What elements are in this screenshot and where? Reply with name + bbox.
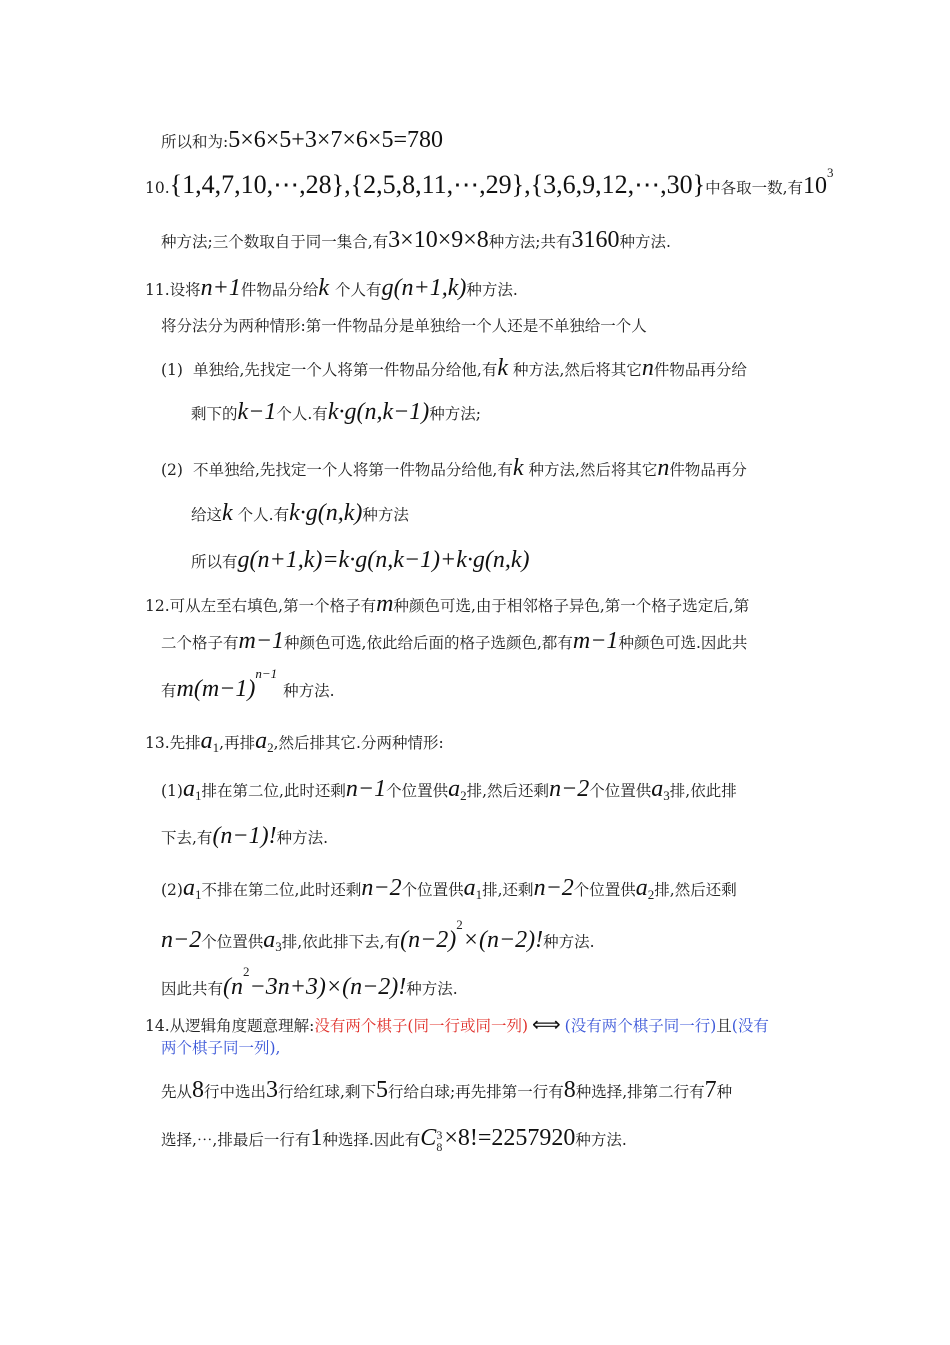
text: 个人有 [335, 281, 382, 299]
line-p12-2 [161, 629, 747, 653]
exponent: n−1 [255, 665, 278, 681]
text: 种方法; [429, 405, 482, 423]
math: m [376, 591, 394, 617]
line-p13-case2 [161, 876, 737, 901]
text: 下去,有 [161, 829, 213, 847]
math: −3n+3)×(n−2)! [249, 974, 407, 1000]
line-p13-case1 [161, 777, 737, 802]
text: 种方法. [283, 682, 335, 700]
subscript: 3 [275, 939, 282, 955]
math: n−2 [549, 776, 590, 802]
math: a [463, 875, 476, 901]
text: 种方法 [362, 506, 409, 524]
iff-symbol: ⟺ [532, 1014, 561, 1036]
text: 种选择.因此有 [322, 1131, 421, 1149]
math: (n−2) [400, 927, 457, 953]
line-p10-methods [161, 228, 671, 252]
exponent: 2 [456, 916, 463, 932]
recurrence-formula: g(n+1,k)=k·g(n,k−1)+k·g(n,k) [237, 547, 530, 573]
text: 种方法;三个数取自于同一集合,有 [161, 233, 389, 251]
combination-indices [436, 1129, 442, 1153]
math: n−2 [161, 927, 202, 953]
math: g(n+1,k) [381, 275, 467, 301]
line-p14-4 [161, 1126, 627, 1153]
text: 从逻辑角度题意理解: [169, 1017, 315, 1035]
math: k·g(n,k) [289, 500, 363, 526]
math: n−2 [533, 875, 574, 901]
text: 因此共有 [161, 980, 224, 998]
line-p13-conclusion [161, 963, 458, 1000]
text: 件物品再分 [669, 461, 747, 479]
subscript: 1 [194, 887, 202, 903]
math: 7 [704, 1077, 717, 1103]
highlight-blue: (没有两个棋子同一行) [564, 1017, 717, 1035]
line-p12-3 [161, 665, 335, 702]
subscript: 1 [212, 740, 220, 756]
line-p11-setup [145, 276, 518, 300]
text: 种选择,排第二行有 [575, 1083, 705, 1101]
math: k [318, 275, 330, 301]
math: a [200, 728, 213, 754]
text: 排,还剩 [482, 881, 534, 899]
text: 个位置供 [201, 933, 264, 951]
line-p12-1 [145, 592, 749, 616]
text: 种方法;共有 [488, 233, 572, 251]
math: a [182, 776, 195, 802]
power-exponent: 3 [827, 164, 834, 180]
text: 种 [716, 1083, 733, 1101]
text: 二个格子有 [161, 634, 239, 652]
text: 先排 [169, 734, 201, 752]
math: k [497, 355, 508, 381]
text: 行给白球;再先排第一行有 [387, 1083, 564, 1101]
line-p11-conclusion [191, 548, 530, 572]
text: 排,然后还剩 [466, 782, 550, 800]
subscript: 1 [194, 788, 202, 804]
paragraph-p14-logic [145, 1014, 810, 1059]
text: 种颜色可选.因此共 [618, 634, 748, 652]
math: a [651, 776, 664, 802]
text: 行中选出 [204, 1083, 267, 1101]
text: 先从 [161, 1083, 193, 1101]
text: 排,依此排 [669, 782, 737, 800]
math: a [255, 728, 268, 754]
text: 且 [716, 1017, 732, 1035]
text: 剩下的 [191, 405, 238, 423]
exponent: 2 [243, 963, 250, 979]
math: (n−1)! [212, 823, 277, 849]
text: 将分法分为两种情形:第一件物品分是单独给一个人还是不单独给一个人 [161, 317, 647, 335]
text: 件物品分给 [240, 281, 319, 299]
math: n [641, 355, 654, 381]
math: n+1 [200, 275, 241, 301]
count-expression: 3×10×9×8 [388, 227, 489, 253]
subscript: 1 [475, 887, 483, 903]
line-p11-case2 [161, 456, 747, 480]
text: 个位置供 [589, 782, 652, 800]
text: 种方法. [575, 1131, 627, 1149]
text: 所以有 [191, 553, 238, 571]
subscript: 2 [267, 740, 274, 756]
line-p10-sets [145, 164, 834, 199]
math: 3 [266, 1077, 279, 1103]
combination-sup: 3 [436, 1128, 443, 1142]
text: 种方法. [276, 829, 329, 847]
math: m−1 [238, 628, 285, 654]
text: 可从左至右填色,第一个格子有 [169, 597, 377, 615]
line-p13-1 [145, 729, 444, 754]
sets-expression: {1,4,7,10,⋯,28},{2,5,8,11,⋯,29},{3,6,9,12,⋯,30} [169, 170, 706, 199]
math: n [657, 455, 670, 481]
total-count: 3160 [571, 227, 620, 253]
text: 个人.有 [276, 405, 328, 423]
text: 种方法. [619, 233, 671, 251]
line-p9-sum [161, 128, 443, 152]
text: 个人.有 [237, 506, 290, 524]
text: 种颜色可选,依此给后面的格子选颜色,都有 [284, 634, 573, 652]
text: 选择,⋯,排最后一行有 [161, 1131, 311, 1149]
text: 不排在第二位,此时还剩 [201, 881, 362, 899]
math: n−1 [345, 776, 387, 802]
math: k [222, 500, 233, 526]
math: 1 [310, 1125, 323, 1151]
math: ×(n−2)! [462, 927, 544, 953]
line-p13-case1-cont [161, 824, 328, 848]
line-p14-3 [161, 1078, 732, 1102]
subscript: 2 [647, 887, 655, 903]
math: k [512, 455, 524, 481]
highlight-blue: 两个棋子同一列), [161, 1039, 281, 1057]
math: 5 [375, 1077, 388, 1103]
text: 行给红球,剩下 [278, 1083, 376, 1101]
highlight-blue: (没有 [731, 1017, 769, 1035]
math: 8 [192, 1077, 205, 1103]
highlight-red: 没有两个棋子(同一行或同一列) [314, 1017, 528, 1035]
math: m(m−1) [176, 676, 256, 702]
text: 个位置供 [573, 881, 636, 899]
math: ×8!=2257920 [444, 1125, 576, 1151]
sum-expression: 5×6×5+3×7×6×5=780 [228, 127, 443, 153]
line-p11-case2-cont [191, 501, 409, 525]
text: 种方法. [543, 933, 595, 951]
text: 种方法. [406, 980, 458, 998]
line-p11-case1-cont [191, 400, 481, 424]
sum-label: 所以和为: [161, 133, 229, 151]
math: a [635, 875, 648, 901]
text: 个位置供 [401, 881, 464, 899]
math: n−2 [361, 875, 402, 901]
math: 8 [563, 1077, 576, 1103]
text: ,然后排其它.分两种情形: [273, 734, 444, 752]
line-p11-intro [161, 319, 647, 335]
text: 个位置供 [386, 782, 449, 800]
subscript: 3 [663, 788, 670, 804]
math: a [448, 776, 461, 802]
item-number: 12. [145, 597, 170, 615]
case-label: (1) [161, 361, 183, 379]
math: k·g(n,k−1) [327, 399, 430, 425]
combination-symbol: C [420, 1125, 437, 1151]
item-number: 10. [145, 179, 170, 197]
item-number: 13. [145, 734, 170, 752]
math: m−1 [572, 628, 619, 654]
text: 不单独给,先找定一个人将第一件物品分给他,有 [192, 461, 513, 479]
text: 中各取一数,有 [705, 179, 804, 197]
item-number: 11. [145, 281, 170, 299]
combination-sub: 8 [436, 1140, 443, 1154]
subscript: 2 [460, 788, 467, 804]
text: 单独给,先找定一个人将第一件物品分给他,有 [192, 361, 498, 379]
text: ,再排 [219, 734, 256, 752]
text: 排,然后还剩 [654, 881, 737, 899]
case-label: (2) [161, 461, 183, 479]
math: a [182, 875, 195, 901]
case-label: (1) [161, 782, 183, 800]
text: 有 [161, 682, 177, 700]
text: 种方法. [466, 281, 518, 299]
text: 种方法,然后将其它 [528, 461, 658, 479]
text: 给这 [191, 506, 223, 524]
math: a [263, 927, 276, 953]
math: (n [223, 974, 244, 1000]
text: 排,依此排下去,有 [281, 933, 401, 951]
text: 设将 [169, 281, 201, 299]
item-number: 14. [145, 1017, 170, 1035]
power-base: 10 [803, 173, 828, 199]
text: 排在第二位,此时还剩 [201, 782, 346, 800]
line-p11-case1 [161, 356, 747, 380]
line-p13-case2-cont [161, 916, 595, 955]
text: 种颜色可选,由于相邻格子异色,第一个格子选定后,第 [393, 597, 750, 615]
case-label: (2) [161, 881, 183, 899]
text: 件物品再分给 [653, 361, 747, 379]
math: k−1 [237, 399, 277, 425]
text: 种方法,然后将其它 [512, 361, 642, 379]
